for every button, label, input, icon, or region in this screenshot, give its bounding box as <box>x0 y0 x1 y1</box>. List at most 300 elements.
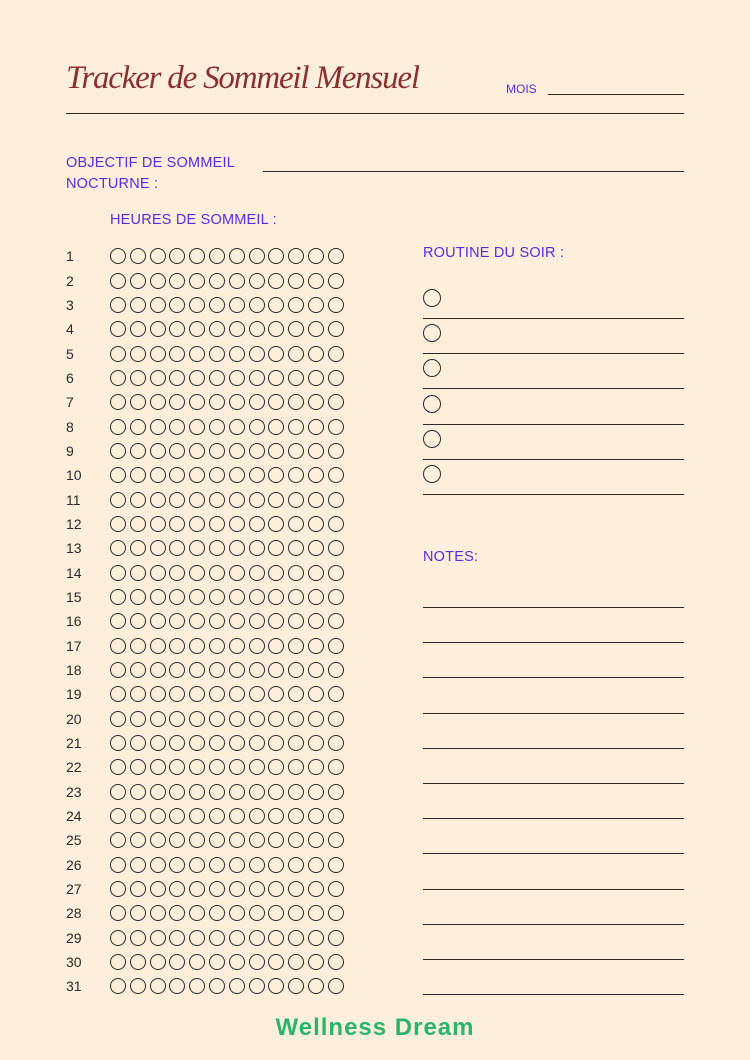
hour-circle[interactable] <box>130 248 146 264</box>
hour-circle[interactable] <box>110 735 126 751</box>
hour-circle[interactable] <box>229 881 245 897</box>
hour-circle[interactable] <box>169 273 185 289</box>
hour-circle[interactable] <box>328 492 344 508</box>
hour-circle[interactable] <box>249 540 265 556</box>
routine-checkbox[interactable] <box>423 289 441 307</box>
hour-circle[interactable] <box>189 540 205 556</box>
hour-circle[interactable] <box>288 248 304 264</box>
hour-circle[interactable] <box>308 516 324 532</box>
hour-circle[interactable] <box>209 589 225 605</box>
hour-circle[interactable] <box>308 905 324 921</box>
hour-circle[interactable] <box>150 930 166 946</box>
hour-circle[interactable] <box>130 492 146 508</box>
hour-circle[interactable] <box>308 589 324 605</box>
hour-circle[interactable] <box>189 735 205 751</box>
hour-circle[interactable] <box>150 857 166 873</box>
hour-circle[interactable] <box>209 808 225 824</box>
hour-circle[interactable] <box>249 930 265 946</box>
hour-circle[interactable] <box>209 346 225 362</box>
hour-circle[interactable] <box>288 346 304 362</box>
hour-circle[interactable] <box>169 662 185 678</box>
hour-circle[interactable] <box>288 784 304 800</box>
hour-circle[interactable] <box>288 419 304 435</box>
hour-circle[interactable] <box>328 735 344 751</box>
hour-circle[interactable] <box>229 516 245 532</box>
hour-circle[interactable] <box>328 905 344 921</box>
hour-circle[interactable] <box>308 857 324 873</box>
hour-circle[interactable] <box>189 273 205 289</box>
hour-circle[interactable] <box>328 662 344 678</box>
hour-circle[interactable] <box>288 930 304 946</box>
hour-circle[interactable] <box>229 978 245 994</box>
hour-circle[interactable] <box>249 905 265 921</box>
hour-circle[interactable] <box>209 419 225 435</box>
hour-circle[interactable] <box>150 492 166 508</box>
hour-circle[interactable] <box>130 540 146 556</box>
hour-circle[interactable] <box>209 735 225 751</box>
hour-circle[interactable] <box>130 954 146 970</box>
hour-circle[interactable] <box>150 638 166 654</box>
note-line[interactable] <box>423 783 684 784</box>
hour-circle[interactable] <box>209 930 225 946</box>
hour-circle[interactable] <box>328 297 344 313</box>
hour-circle[interactable] <box>209 248 225 264</box>
hour-circle[interactable] <box>130 978 146 994</box>
hour-circle[interactable] <box>288 589 304 605</box>
hour-circle[interactable] <box>268 711 284 727</box>
hour-circle[interactable] <box>249 686 265 702</box>
hour-circle[interactable] <box>249 613 265 629</box>
hour-circle[interactable] <box>189 881 205 897</box>
routine-item[interactable] <box>423 459 684 495</box>
hour-circle[interactable] <box>288 443 304 459</box>
hour-circle[interactable] <box>130 905 146 921</box>
hour-circle[interactable] <box>130 443 146 459</box>
hour-circle[interactable] <box>328 321 344 337</box>
hour-circle[interactable] <box>209 711 225 727</box>
hour-circle[interactable] <box>308 346 324 362</box>
hour-circle[interactable] <box>288 832 304 848</box>
hour-circle[interactable] <box>189 686 205 702</box>
hour-circle[interactable] <box>189 808 205 824</box>
hour-circle[interactable] <box>169 540 185 556</box>
hour-circle[interactable] <box>288 905 304 921</box>
hour-circle[interactable] <box>249 832 265 848</box>
hour-circle[interactable] <box>130 273 146 289</box>
hour-circle[interactable] <box>308 467 324 483</box>
hour-circle[interactable] <box>169 248 185 264</box>
hour-circle[interactable] <box>308 662 324 678</box>
hour-circle[interactable] <box>169 467 185 483</box>
hour-circle[interactable] <box>308 808 324 824</box>
hour-circle[interactable] <box>150 735 166 751</box>
hour-circle[interactable] <box>288 273 304 289</box>
hour-circle[interactable] <box>268 662 284 678</box>
hour-circle[interactable] <box>110 443 126 459</box>
hour-circle[interactable] <box>209 297 225 313</box>
hour-circle[interactable] <box>209 492 225 508</box>
hour-circle[interactable] <box>229 735 245 751</box>
hour-circle[interactable] <box>189 443 205 459</box>
hour-circle[interactable] <box>328 954 344 970</box>
hour-circle[interactable] <box>150 759 166 775</box>
hour-circle[interactable] <box>229 784 245 800</box>
hour-circle[interactable] <box>288 370 304 386</box>
hour-circle[interactable] <box>130 832 146 848</box>
hour-circle[interactable] <box>268 419 284 435</box>
hour-circle[interactable] <box>249 784 265 800</box>
hour-circle[interactable] <box>288 881 304 897</box>
hour-circle[interactable] <box>189 832 205 848</box>
hour-circle[interactable] <box>229 370 245 386</box>
hour-circle[interactable] <box>209 857 225 873</box>
hour-circle[interactable] <box>150 613 166 629</box>
hour-circle[interactable] <box>150 467 166 483</box>
hour-circle[interactable] <box>288 492 304 508</box>
hour-circle[interactable] <box>268 565 284 581</box>
hour-circle[interactable] <box>268 808 284 824</box>
hour-circle[interactable] <box>308 735 324 751</box>
hour-circle[interactable] <box>249 297 265 313</box>
hour-circle[interactable] <box>189 954 205 970</box>
hour-circle[interactable] <box>169 735 185 751</box>
hour-circle[interactable] <box>328 759 344 775</box>
hour-circle[interactable] <box>169 638 185 654</box>
hour-circle[interactable] <box>249 662 265 678</box>
hour-circle[interactable] <box>110 346 126 362</box>
hour-circle[interactable] <box>110 321 126 337</box>
hour-circle[interactable] <box>209 370 225 386</box>
hour-circle[interactable] <box>110 565 126 581</box>
hour-circle[interactable] <box>110 954 126 970</box>
routine-checkbox[interactable] <box>423 324 441 342</box>
hour-circle[interactable] <box>189 467 205 483</box>
hour-circle[interactable] <box>189 613 205 629</box>
hour-circle[interactable] <box>328 565 344 581</box>
hour-circle[interactable] <box>328 808 344 824</box>
hour-circle[interactable] <box>328 978 344 994</box>
hour-circle[interactable] <box>169 443 185 459</box>
hour-circle[interactable] <box>328 273 344 289</box>
routine-item[interactable] <box>423 283 684 319</box>
hour-circle[interactable] <box>229 686 245 702</box>
hour-circle[interactable] <box>229 492 245 508</box>
hour-circle[interactable] <box>308 638 324 654</box>
routine-checkbox[interactable] <box>423 430 441 448</box>
hour-circle[interactable] <box>268 759 284 775</box>
hour-circle[interactable] <box>209 540 225 556</box>
hour-circle[interactable] <box>328 394 344 410</box>
hour-circle[interactable] <box>249 735 265 751</box>
hour-circle[interactable] <box>189 394 205 410</box>
hour-circle[interactable] <box>308 492 324 508</box>
hour-circle[interactable] <box>130 881 146 897</box>
hour-circle[interactable] <box>249 978 265 994</box>
hour-circle[interactable] <box>189 784 205 800</box>
hour-circle[interactable] <box>169 589 185 605</box>
note-line[interactable] <box>423 713 684 714</box>
hour-circle[interactable] <box>130 857 146 873</box>
hour-circle[interactable] <box>209 638 225 654</box>
hour-circle[interactable] <box>308 930 324 946</box>
hour-circle[interactable] <box>209 881 225 897</box>
hour-circle[interactable] <box>328 686 344 702</box>
hour-circle[interactable] <box>110 638 126 654</box>
hour-circle[interactable] <box>288 954 304 970</box>
hour-circle[interactable] <box>328 467 344 483</box>
hour-circle[interactable] <box>229 248 245 264</box>
hour-circle[interactable] <box>288 808 304 824</box>
hour-circle[interactable] <box>169 832 185 848</box>
hour-circle[interactable] <box>110 297 126 313</box>
note-line[interactable] <box>423 924 684 925</box>
hour-circle[interactable] <box>130 711 146 727</box>
hour-circle[interactable] <box>268 589 284 605</box>
hour-circle[interactable] <box>328 516 344 532</box>
hour-circle[interactable] <box>328 857 344 873</box>
hour-circle[interactable] <box>229 589 245 605</box>
hour-circle[interactable] <box>209 394 225 410</box>
hour-circle[interactable] <box>229 638 245 654</box>
hour-circle[interactable] <box>328 832 344 848</box>
hour-circle[interactable] <box>169 808 185 824</box>
note-line[interactable] <box>423 642 684 643</box>
hour-circle[interactable] <box>150 711 166 727</box>
hour-circle[interactable] <box>110 759 126 775</box>
hour-circle[interactable] <box>268 832 284 848</box>
hour-circle[interactable] <box>288 638 304 654</box>
note-line[interactable] <box>423 748 684 749</box>
hour-circle[interactable] <box>249 492 265 508</box>
hour-circle[interactable] <box>229 832 245 848</box>
hour-circle[interactable] <box>308 565 324 581</box>
hour-circle[interactable] <box>249 467 265 483</box>
hour-circle[interactable] <box>249 443 265 459</box>
hour-circle[interactable] <box>189 321 205 337</box>
hour-circle[interactable] <box>229 662 245 678</box>
hour-circle[interactable] <box>169 297 185 313</box>
hour-circle[interactable] <box>288 321 304 337</box>
hour-circle[interactable] <box>229 321 245 337</box>
hour-circle[interactable] <box>130 297 146 313</box>
hour-circle[interactable] <box>308 832 324 848</box>
hour-circle[interactable] <box>110 394 126 410</box>
hour-circle[interactable] <box>249 248 265 264</box>
note-line[interactable] <box>423 853 684 854</box>
hour-circle[interactable] <box>229 467 245 483</box>
hour-circle[interactable] <box>189 978 205 994</box>
hour-circle[interactable] <box>110 905 126 921</box>
hour-circle[interactable] <box>328 613 344 629</box>
hour-circle[interactable] <box>169 565 185 581</box>
hour-circle[interactable] <box>110 711 126 727</box>
hour-circle[interactable] <box>209 321 225 337</box>
hour-circle[interactable] <box>130 808 146 824</box>
hour-circle[interactable] <box>209 662 225 678</box>
hour-circle[interactable] <box>229 273 245 289</box>
hour-circle[interactable] <box>110 978 126 994</box>
hour-circle[interactable] <box>229 565 245 581</box>
hour-circle[interactable] <box>249 881 265 897</box>
hour-circle[interactable] <box>229 346 245 362</box>
hour-circle[interactable] <box>150 808 166 824</box>
hour-circle[interactable] <box>169 419 185 435</box>
hour-circle[interactable] <box>189 565 205 581</box>
hour-circle[interactable] <box>268 930 284 946</box>
hour-circle[interactable] <box>328 248 344 264</box>
routine-item[interactable] <box>423 424 684 460</box>
hour-circle[interactable] <box>150 881 166 897</box>
hour-circle[interactable] <box>249 954 265 970</box>
hour-circle[interactable] <box>268 297 284 313</box>
hour-circle[interactable] <box>169 321 185 337</box>
hour-circle[interactable] <box>130 516 146 532</box>
hour-circle[interactable] <box>169 905 185 921</box>
hour-circle[interactable] <box>328 540 344 556</box>
hour-circle[interactable] <box>110 686 126 702</box>
hour-circle[interactable] <box>308 686 324 702</box>
hour-circle[interactable] <box>229 711 245 727</box>
routine-item[interactable] <box>423 318 684 354</box>
hour-circle[interactable] <box>169 954 185 970</box>
hour-circle[interactable] <box>169 613 185 629</box>
hour-circle[interactable] <box>308 978 324 994</box>
hour-circle[interactable] <box>288 686 304 702</box>
hour-circle[interactable] <box>268 492 284 508</box>
hour-circle[interactable] <box>308 881 324 897</box>
hour-circle[interactable] <box>209 759 225 775</box>
hour-circle[interactable] <box>268 954 284 970</box>
hour-circle[interactable] <box>268 613 284 629</box>
hour-circle[interactable] <box>249 321 265 337</box>
hour-circle[interactable] <box>229 905 245 921</box>
hour-circle[interactable] <box>308 443 324 459</box>
hour-circle[interactable] <box>288 978 304 994</box>
hour-circle[interactable] <box>209 467 225 483</box>
hour-circle[interactable] <box>308 370 324 386</box>
routine-checkbox[interactable] <box>423 395 441 413</box>
hour-circle[interactable] <box>150 248 166 264</box>
hour-circle[interactable] <box>169 346 185 362</box>
hour-circle[interactable] <box>268 516 284 532</box>
hour-circle[interactable] <box>268 784 284 800</box>
hour-circle[interactable] <box>308 711 324 727</box>
hour-circle[interactable] <box>268 905 284 921</box>
hour-circle[interactable] <box>229 443 245 459</box>
hour-circle[interactable] <box>268 978 284 994</box>
hour-circle[interactable] <box>249 857 265 873</box>
hour-circle[interactable] <box>249 638 265 654</box>
hour-circle[interactable] <box>110 662 126 678</box>
hour-circle[interactable] <box>150 686 166 702</box>
hour-circle[interactable] <box>169 759 185 775</box>
hour-circle[interactable] <box>189 492 205 508</box>
hour-circle[interactable] <box>268 638 284 654</box>
hour-circle[interactable] <box>130 321 146 337</box>
hour-circle[interactable] <box>150 419 166 435</box>
hour-circle[interactable] <box>130 686 146 702</box>
hour-circle[interactable] <box>110 419 126 435</box>
hour-circle[interactable] <box>288 467 304 483</box>
hour-circle[interactable] <box>288 540 304 556</box>
hour-circle[interactable] <box>268 248 284 264</box>
hour-circle[interactable] <box>189 638 205 654</box>
hour-circle[interactable] <box>189 419 205 435</box>
hour-circle[interactable] <box>209 565 225 581</box>
hour-circle[interactable] <box>189 905 205 921</box>
hour-circle[interactable] <box>169 978 185 994</box>
hour-circle[interactable] <box>229 857 245 873</box>
hour-circle[interactable] <box>288 759 304 775</box>
hour-circle[interactable] <box>268 540 284 556</box>
hour-circle[interactable] <box>189 248 205 264</box>
hour-circle[interactable] <box>328 784 344 800</box>
hour-circle[interactable] <box>308 759 324 775</box>
hour-circle[interactable] <box>328 638 344 654</box>
hour-circle[interactable] <box>110 857 126 873</box>
routine-checkbox[interactable] <box>423 465 441 483</box>
hour-circle[interactable] <box>130 394 146 410</box>
hour-circle[interactable] <box>150 978 166 994</box>
hour-circle[interactable] <box>268 370 284 386</box>
hour-circle[interactable] <box>268 881 284 897</box>
hour-circle[interactable] <box>209 784 225 800</box>
hour-circle[interactable] <box>229 297 245 313</box>
hour-circle[interactable] <box>308 540 324 556</box>
hour-circle[interactable] <box>288 394 304 410</box>
hour-circle[interactable] <box>209 905 225 921</box>
hour-circle[interactable] <box>150 443 166 459</box>
hour-circle[interactable] <box>189 857 205 873</box>
hour-circle[interactable] <box>130 638 146 654</box>
hour-circle[interactable] <box>288 857 304 873</box>
note-line[interactable] <box>423 607 684 608</box>
hour-circle[interactable] <box>150 954 166 970</box>
hour-circle[interactable] <box>268 321 284 337</box>
hour-circle[interactable] <box>268 735 284 751</box>
hour-circle[interactable] <box>189 297 205 313</box>
hour-circle[interactable] <box>189 346 205 362</box>
hour-circle[interactable] <box>288 613 304 629</box>
hour-circle[interactable] <box>249 759 265 775</box>
hour-circle[interactable] <box>229 808 245 824</box>
hour-circle[interactable] <box>130 565 146 581</box>
hour-circle[interactable] <box>268 443 284 459</box>
hour-circle[interactable] <box>150 565 166 581</box>
hour-circle[interactable] <box>169 930 185 946</box>
hour-circle[interactable] <box>130 589 146 605</box>
hour-circle[interactable] <box>268 686 284 702</box>
hour-circle[interactable] <box>189 711 205 727</box>
hour-circle[interactable] <box>288 711 304 727</box>
hour-circle[interactable] <box>209 832 225 848</box>
hour-circle[interactable] <box>229 394 245 410</box>
hour-circle[interactable] <box>288 565 304 581</box>
hour-circle[interactable] <box>130 662 146 678</box>
hour-circle[interactable] <box>130 784 146 800</box>
hour-circle[interactable] <box>268 467 284 483</box>
hour-circle[interactable] <box>288 516 304 532</box>
hour-circle[interactable] <box>328 443 344 459</box>
hour-circle[interactable] <box>249 394 265 410</box>
hour-circle[interactable] <box>110 467 126 483</box>
hour-circle[interactable] <box>110 881 126 897</box>
hour-circle[interactable] <box>209 516 225 532</box>
hour-circle[interactable] <box>288 735 304 751</box>
hour-circle[interactable] <box>308 419 324 435</box>
hour-circle[interactable] <box>308 954 324 970</box>
hour-circle[interactable] <box>150 516 166 532</box>
